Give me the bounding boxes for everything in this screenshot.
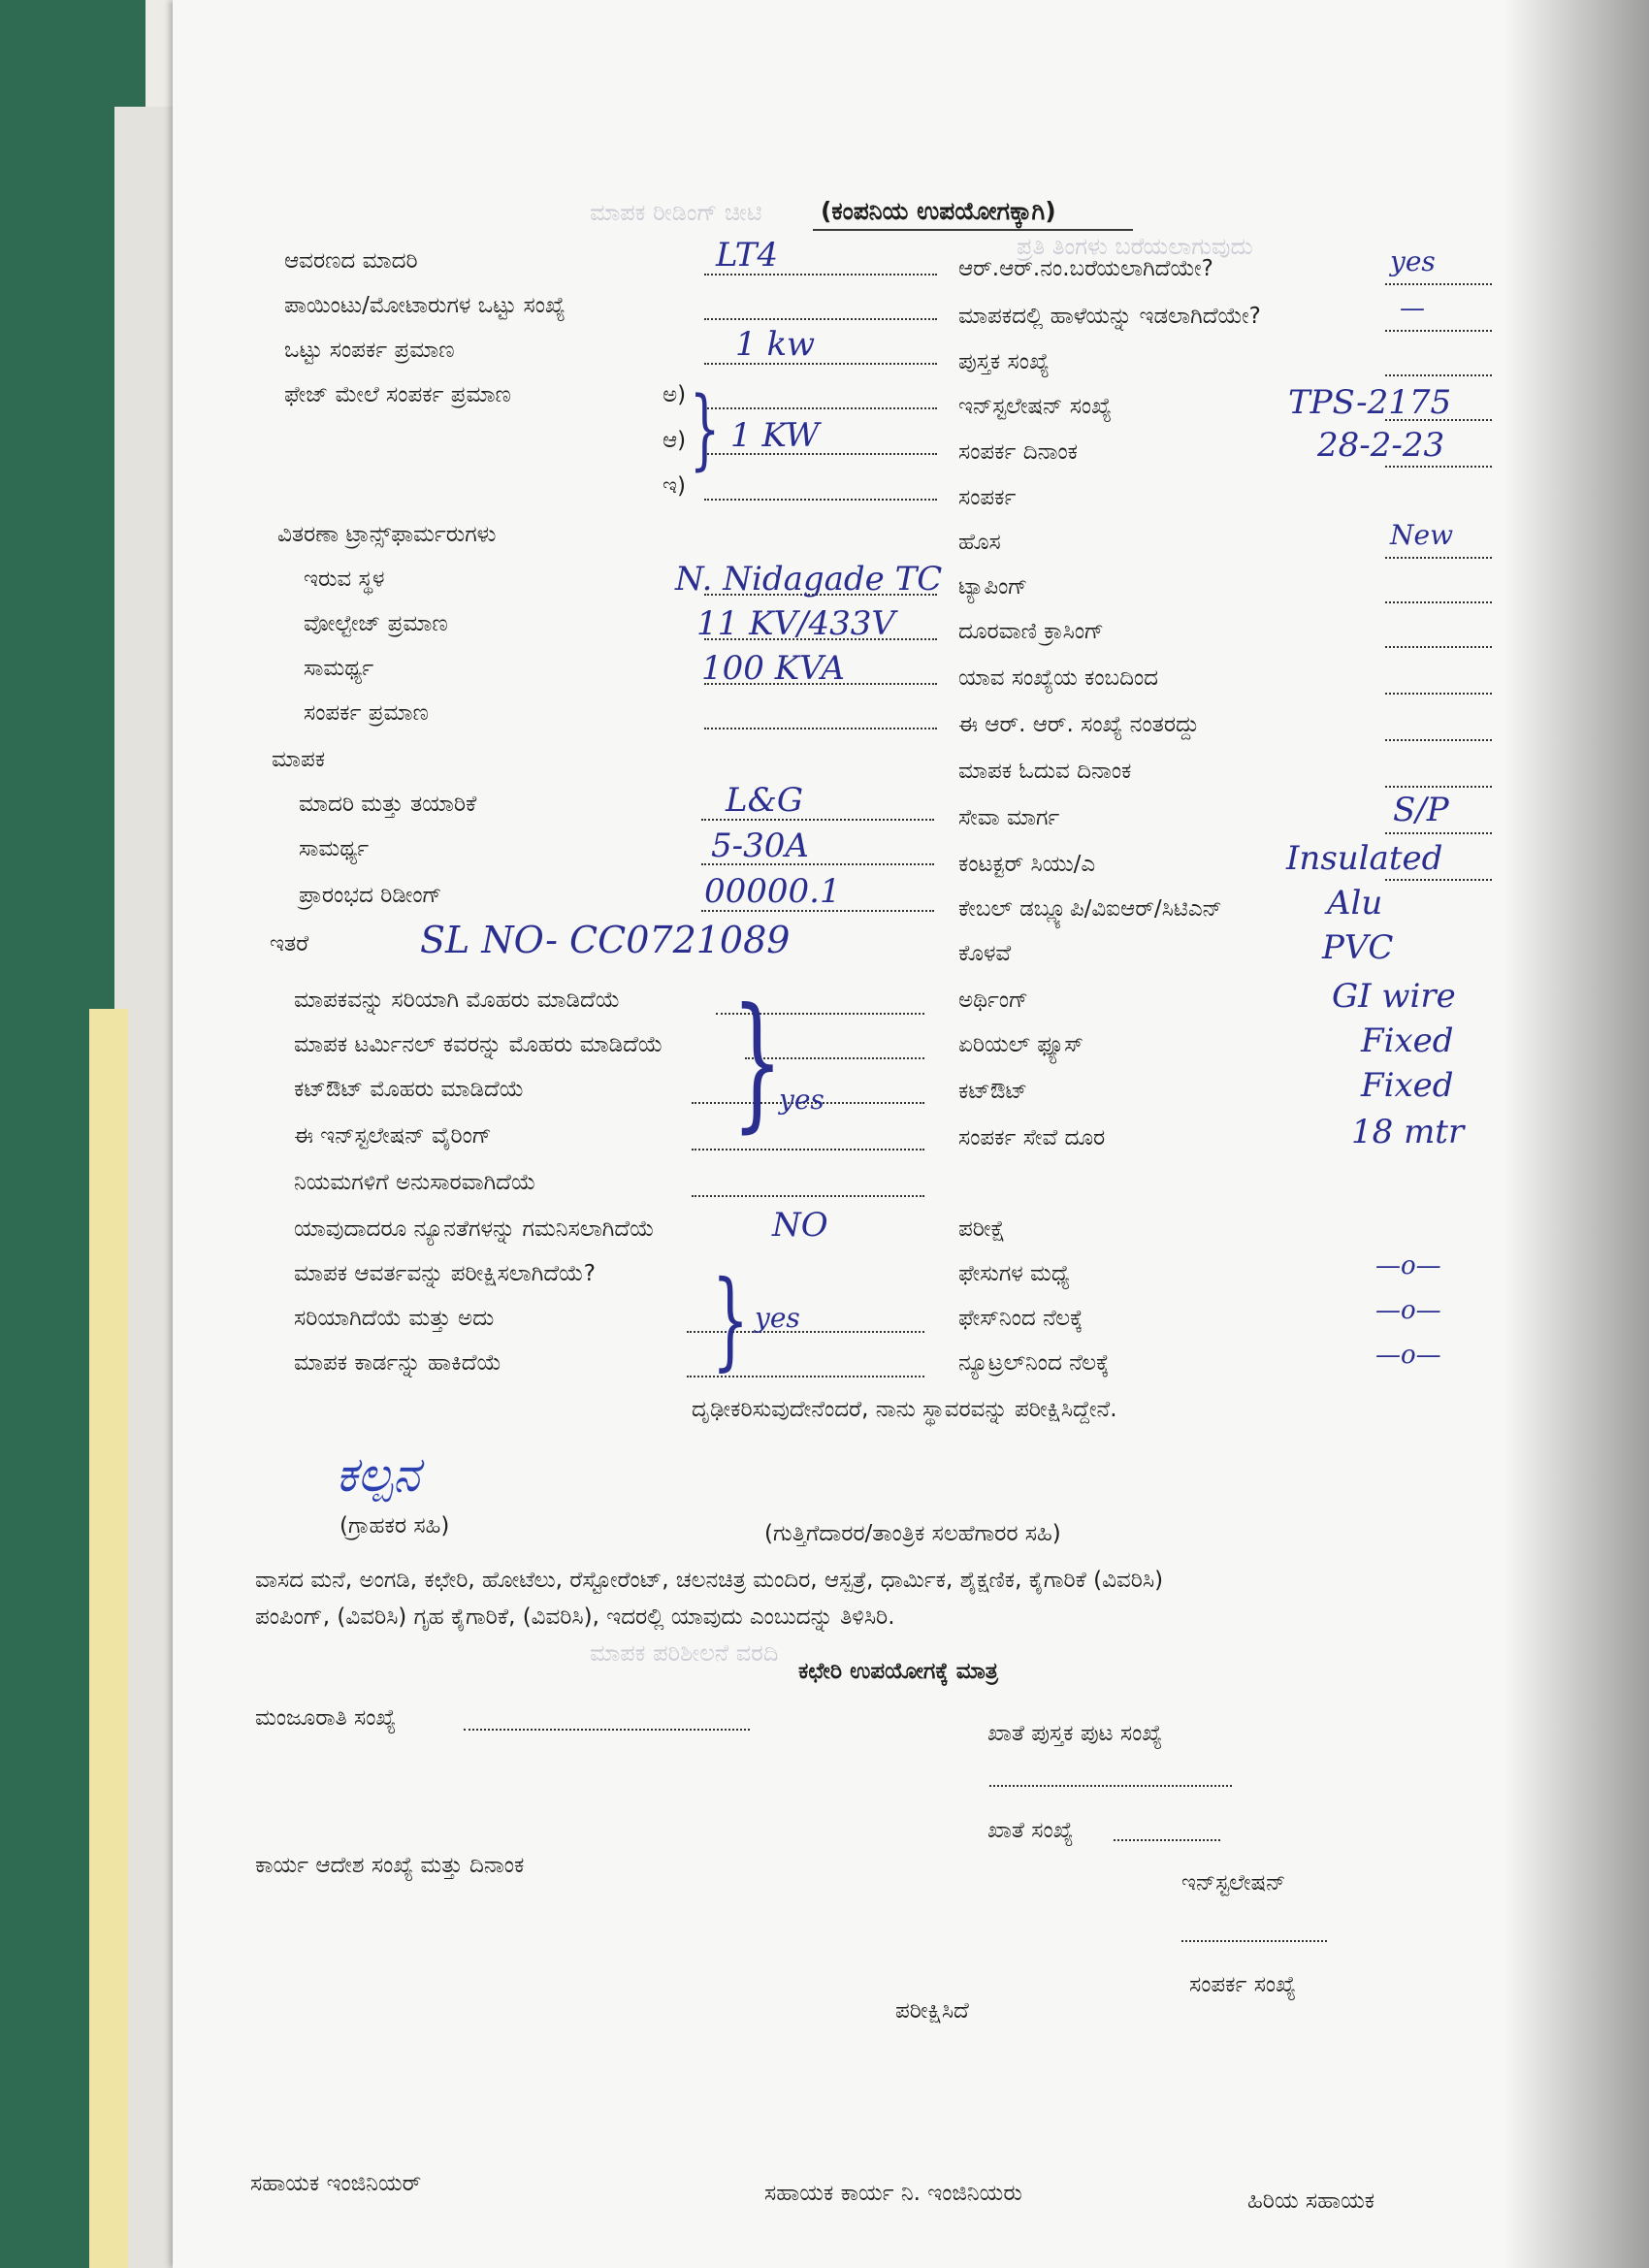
telephone-crossing-line <box>1385 646 1492 648</box>
usage-type-line2: ಪಂಪಿಂಗ್, (ವಿವರಿಸಿ) ಗೃಹ ಕೈಗಾರಿಕೆ, (ವಿವರಿಸಿ), ಇದರಲ್ಲಿ ಯಾವುದು ಎಂಬುದನ್ನು ತಿಳಿಸಿರಿ. <box>255 1604 895 1630</box>
new-connection-value: New <box>1390 519 1454 551</box>
checked-label: ಪರೀಕ್ಷಿಸಿದೆ <box>895 1998 969 2024</box>
bleed-through-text: ಪ್ರತಿ ತಿಂಗಳು ಬರೆಯಲಾಗುವುದು <box>1017 233 1253 260</box>
phase-marker-c: ಇ) <box>663 473 686 499</box>
meter-other-label: ಇತರೆ <box>270 931 309 956</box>
meter-reading-date-line <box>1385 786 1492 788</box>
ledger-page-line <box>989 1785 1232 1787</box>
checks-brace: } <box>731 978 783 1147</box>
meter-initial-reading-value: 00000.1 <box>704 872 841 911</box>
check-wiring-line <box>692 1149 924 1150</box>
transformer-title: ವಿತರಣಾ ಟ್ರಾನ್ಸ್‌ಫಾರ್ಮರುಗಳು <box>277 522 497 547</box>
premises-type-label: ಆವರಣದ ಮಾದರಿ <box>284 248 418 274</box>
conduit-label: ಕೊಳವೆ <box>958 941 1012 966</box>
between-phases-label: ಫೇಸುಗಳ ಮಧ್ಯೆ <box>958 1261 1070 1286</box>
tapping-label: ಟ್ಯಾಪಿಂಗ್ <box>958 574 1028 599</box>
contractor-signature-label: (ಗುತ್ತಿಗೆದಾರರ/ತಾಂತ್ರಿಕ ಸಲಹೆಗಾರರ ಸಹಿ) <box>764 1521 1061 1546</box>
transformer-voltage-label: ವೋಲ್ಟೇಜ್ ಪ್ರಮಾಣ <box>304 611 448 636</box>
telephone-crossing-label: ದೂರವಾಣಿ ಕ್ರಾಸಿಂಗ್ <box>958 619 1104 644</box>
meter-sheet-value: — <box>1400 294 1425 323</box>
meter-serial-value: SL NO- CC0721089 <box>420 919 791 961</box>
book-number-line <box>1385 374 1492 376</box>
rr-number-written-line <box>1385 283 1492 285</box>
assistant-engineer-label: ಸಹಾಯಕ ಇಂಜಿನಿಯರ್ <box>250 2171 422 2196</box>
form-header-title: (ಕಂಪನಿಯ ಉಪಯೋಗಕ್ಕಾಗಿ) <box>821 197 1056 225</box>
phase-to-earth-label: ಫೇಸ್‌ನಿಂದ ನೆಲಕ್ಕೆ <box>958 1306 1083 1331</box>
phase-marker-b: ಆ) <box>663 428 687 453</box>
total-load-label: ಒಟ್ಟು ಸಂಪರ್ಕ ಪ್ರಮಾಣ <box>284 338 455 363</box>
transformer-location-value: N. Nidagade TC <box>675 560 943 599</box>
cutout-label: ಕಟ್‌ಔಟ್ <box>958 1079 1028 1104</box>
connection-date-value: 28-2-23 <box>1317 426 1445 465</box>
tapping-line <box>1385 601 1492 603</box>
transformer-connected-load-label: ಸಂಪರ್ಕ ಪ್ರಮಾಣ <box>304 700 429 726</box>
aerial-fuse-label: ಏರಿಯಲ್ ಫ್ಯೂಸ್ <box>958 1032 1083 1057</box>
check-card-value: yes <box>755 1302 800 1334</box>
card-brace: } <box>711 1257 750 1381</box>
check-meter-card-label: ಮಾಪಕ ಕಾರ್ಡನ್ನು ಹಾಕಿದೆಯೆ <box>294 1350 502 1376</box>
meter-reading-date-label: ಮಾಪಕ ಓದುವ ದಿನಾಂಕ <box>958 759 1132 784</box>
customer-signature-label: (ಗ್ರಾಹಕರ ಸಹಿ) <box>340 1513 450 1539</box>
meter-sheet-line <box>1385 330 1492 332</box>
earthing-value: GI wire <box>1332 977 1456 1016</box>
points-motors-count-line <box>704 318 937 320</box>
sanction-number-label: ಮಂಜೂರಾತಿ ಸಂಖ್ಯೆ <box>255 1705 397 1731</box>
after-rr-number-line <box>1385 739 1492 741</box>
check-wiring-label: ಈ ಇನ್‌ಸ್ಟಲೇಷನ್ ವೈರಿಂಗ್ <box>294 1123 492 1149</box>
rr-number-written-value: yes <box>1390 245 1436 277</box>
page-edge-shadow <box>1504 0 1649 2268</box>
neutral-to-earth-label: ನ್ಯೂಟ್ರಲ್‌ನಿಂದ ನೆಲಕ್ಕೆ <box>958 1350 1110 1376</box>
conduit-value: PVC <box>1322 928 1394 967</box>
conductor-label: ಕಂಟಕ್ಟರ್ ಸಿಯು/ಎ <box>958 852 1096 877</box>
service-line-line <box>1385 832 1492 834</box>
after-rr-number-label: ಈ ಆರ್. ಆರ್. ಸಂಖ್ಯೆ ನಂತರದ್ದು <box>958 712 1200 737</box>
new-connection-line <box>1385 557 1492 559</box>
check-defects-label: ಯಾವುದಾದರೂ ನ್ಯೂನತೆಗಳನ್ನು ಗಮನಿಸಲಾಗಿದೆಯೆ <box>294 1216 655 1242</box>
transformer-capacity-label: ಸಾಮರ್ಥ್ಯ <box>304 656 374 681</box>
check-rules-label: ನಿಯಮಗಳಿಗೆ ಅನುಸಾರವಾಗಿದೆಯೆ <box>294 1170 536 1195</box>
ledger-page-label: ಖಾತೆ ಪುಸ್ತಕ ಪುಟ ಸಂಖ್ಯೆ <box>987 1721 1163 1746</box>
phase-a-line <box>704 407 937 409</box>
transformer-voltage-value: 11 KV/433V <box>696 604 895 643</box>
points-motors-count-label: ಪಾಯಿಂಟು/ಮೋಟಾರುಗಳ ಒಟ್ಟು ಸಂಖ್ಯೆ <box>284 293 566 318</box>
header-underline <box>813 229 1133 231</box>
installation-number-label: ಇನ್‌ಸ್ಟಲೇಷನ್ ಸಂಖ್ಯೆ <box>958 394 1112 419</box>
senior-assistant-label: ಹಿರಿಯ ಸಹಾಯಕ <box>1247 2188 1375 2214</box>
between-phases-value: —o— <box>1375 1251 1441 1280</box>
check-meter-sealed-label: ಮಾಪಕವನ್ನು ಸರಿಯಾಗಿ ಮೊಹರು ಮಾಡಿದೆಯೆ <box>294 988 621 1013</box>
conductor-line <box>1385 879 1492 881</box>
test-title: ಪರೀಕ್ಷೆ <box>958 1216 1006 1242</box>
phase-to-earth-value: —o— <box>1375 1296 1441 1325</box>
check-correct-label: ಸರಿಯಾಗಿದೆಯೆ ಮತ್ತು ಅದು <box>294 1306 495 1331</box>
work-order-label: ಕಾರ್ಯ ಆದೇಶ ಸಂಖ್ಯೆ ಮತ್ತು ದಿನಾಂಕ <box>255 1853 525 1878</box>
connection-number-label: ಸಂಪರ್ಕ ಸಂಖ್ಯೆ <box>1189 1972 1296 1997</box>
total-load-value: 1 kw <box>735 325 816 364</box>
customer-signature: ಕಲ್ಪನ <box>336 1446 420 1503</box>
installation-label: ಇನ್‌ಸ್ಟಲೇಷನ್ <box>1181 1870 1286 1895</box>
phase-load-label: ಫೇಜ್ ಮೇಲೆ ಸಂಪರ್ಕ ಪ್ರಮಾಣ <box>284 382 511 407</box>
rr-number-written-label: ಆರ್.ಆರ್.ನಂ.ಬರೆಯಲಾಗಿದೆಯೇ? <box>958 256 1213 281</box>
account-number-label: ಖಾತೆ ಸಂಖ್ಯೆ <box>987 1818 1074 1843</box>
service-distance-value: 18 mtr <box>1351 1113 1465 1151</box>
checks-yes-value: yes <box>779 1084 824 1116</box>
earthing-label: ಅರ್ಥಿಂಗ್ <box>958 988 1029 1013</box>
new-connection-label: ಹೊಸ <box>958 530 1001 555</box>
form-page <box>173 0 1649 2268</box>
premises-type-value: LT4 <box>716 236 779 275</box>
phase-load-value: 1 KW <box>730 416 820 455</box>
phase-c-line <box>704 499 937 501</box>
meter-capacity-label: ಸಾಮರ್ಥ್ಯ <box>299 836 370 861</box>
cable-label: ಕೇಬಲ್ ಡಬ್ಲ್ಯೂಪಿ/ವಿಐಆರ್/ಸಿಟಿಎನ್ <box>958 896 1222 922</box>
installation-line <box>1181 1940 1327 1942</box>
assistant-executive-engineer-label: ಸಹಾಯಕ ಕಾರ್ಯ ನಿ. ಇಂಜಿನಿಯರು <box>764 2181 1022 2206</box>
bleed-through-text: ಮಾಪಕ ಪರಿಶೀಲನೆ ವರದಿ <box>590 1639 779 1667</box>
sanction-number-line <box>464 1729 750 1731</box>
check-terminal-sealed-label: ಮಾಪಕ ಟರ್ಮಿನಲ್ ಕವರನ್ನು ಮೊಹರು ಮಾಡಿದೆಯೆ <box>294 1032 663 1057</box>
transformer-capacity-value: 100 KVA <box>701 649 845 688</box>
service-line-label: ಸೇವಾ ಮಾರ್ಗ <box>958 805 1060 830</box>
check-defects-value: NO <box>772 1206 828 1245</box>
meter-capacity-value: 5-30A <box>711 826 809 865</box>
transformer-location-label: ಇರುವ ಸ್ಥಳ <box>304 567 385 592</box>
book-number-label: ಪುಸ್ತಕ ಸಂಖ್ಯೆ <box>958 349 1050 374</box>
installation-number-value: TPS-2175 <box>1288 383 1452 422</box>
transformer-connected-load-line <box>704 728 937 729</box>
service-distance-label: ಸಂಪರ್ಕ ಸೇವೆ ದೂರ <box>958 1125 1106 1150</box>
service-line-value: S/P <box>1393 791 1449 829</box>
office-use-title: ಕಛೇರಿ ಉಪಯೋಗಕ್ಕೆ ಮಾತ್ರ <box>798 1659 998 1684</box>
meter-make-label: ಮಾದರಿ ಮತ್ತು ತಯಾರಿಕೆ <box>299 792 477 817</box>
aerial-fuse-value: Fixed <box>1361 1021 1454 1060</box>
meter-title: ಮಾಪಕ <box>272 747 326 772</box>
connection-date-label: ಸಂಪರ್ಕ ದಿನಾಂಕ <box>958 439 1079 465</box>
check-rules-line <box>692 1195 924 1197</box>
check-meter-rotation-label: ಮಾಪಕ ಆವರ್ತವನ್ನು ಪರೀಕ್ಷಿಸಲಾಗಿದೆಯೆ? <box>294 1261 596 1286</box>
connection-date-line <box>1385 466 1492 468</box>
bleed-through-text: ಮಾಪಕ ರೀಡಿಂಗ್ ಚೀಟಿ <box>590 199 762 226</box>
pole-number-line <box>1385 693 1492 695</box>
meter-make-value: L&G <box>726 781 804 820</box>
account-number-line <box>1114 1839 1220 1841</box>
check-cutout-sealed-label: ಕಟ್‌ಔಟ್ ಮೊಹರು ಮಾಡಿದೆಯೆ <box>294 1077 525 1102</box>
phase-brace: } <box>689 378 721 480</box>
meter-sheet-label: ಮಾಪಕದಲ್ಲಿ ಹಾಳೆಯನ್ನು ಇಡಲಾಗಿದೆಯೇ? <box>958 304 1261 329</box>
cable-value: Alu <box>1327 884 1383 923</box>
phase-marker-a: ಅ) <box>663 382 687 407</box>
conductor-value: Insulated <box>1286 839 1443 878</box>
pole-number-label: ಯಾವ ಸಂಖ್ಯೆಯ ಕಂಬದಿಂದ <box>958 665 1159 691</box>
connection-type-label: ಸಂಪರ್ಕ <box>958 485 1017 510</box>
neutral-to-earth-value: —o— <box>1375 1341 1441 1370</box>
meter-initial-reading-label: ಪ್ರಾರಂಭದ ರಿಡೀಂಗ್ <box>299 883 442 908</box>
usage-type-line1: ವಾಸದ ಮನೆ, ಅಂಗಡಿ, ಕಛೇರಿ, ಹೋಟೆಲು, ರೆಸ್ಟೋರೆಂಟ್, ಚಲನಚಿತ್ರ ಮಂದಿರ, ಆಸ್ಪತ್ರೆ, ಧಾರ್ಮಿಕ, ಶೈಕ್ಷಣಿಕ, ಕೈಗಾರಿಕೆ (ವಿವರಿಸಿ) <box>255 1568 1164 1593</box>
certification-statement: ದೃಢೀಕರಿಸುವುದೇನೆಂದರೆ, ನಾನು ಸ್ಥಾವರವನ್ನು ಪರೀಕ್ಷಿಸಿದ್ದೇನೆ. <box>692 1397 1117 1422</box>
cutout-value: Fixed <box>1361 1066 1454 1105</box>
yellow-sheet <box>89 1009 128 2268</box>
